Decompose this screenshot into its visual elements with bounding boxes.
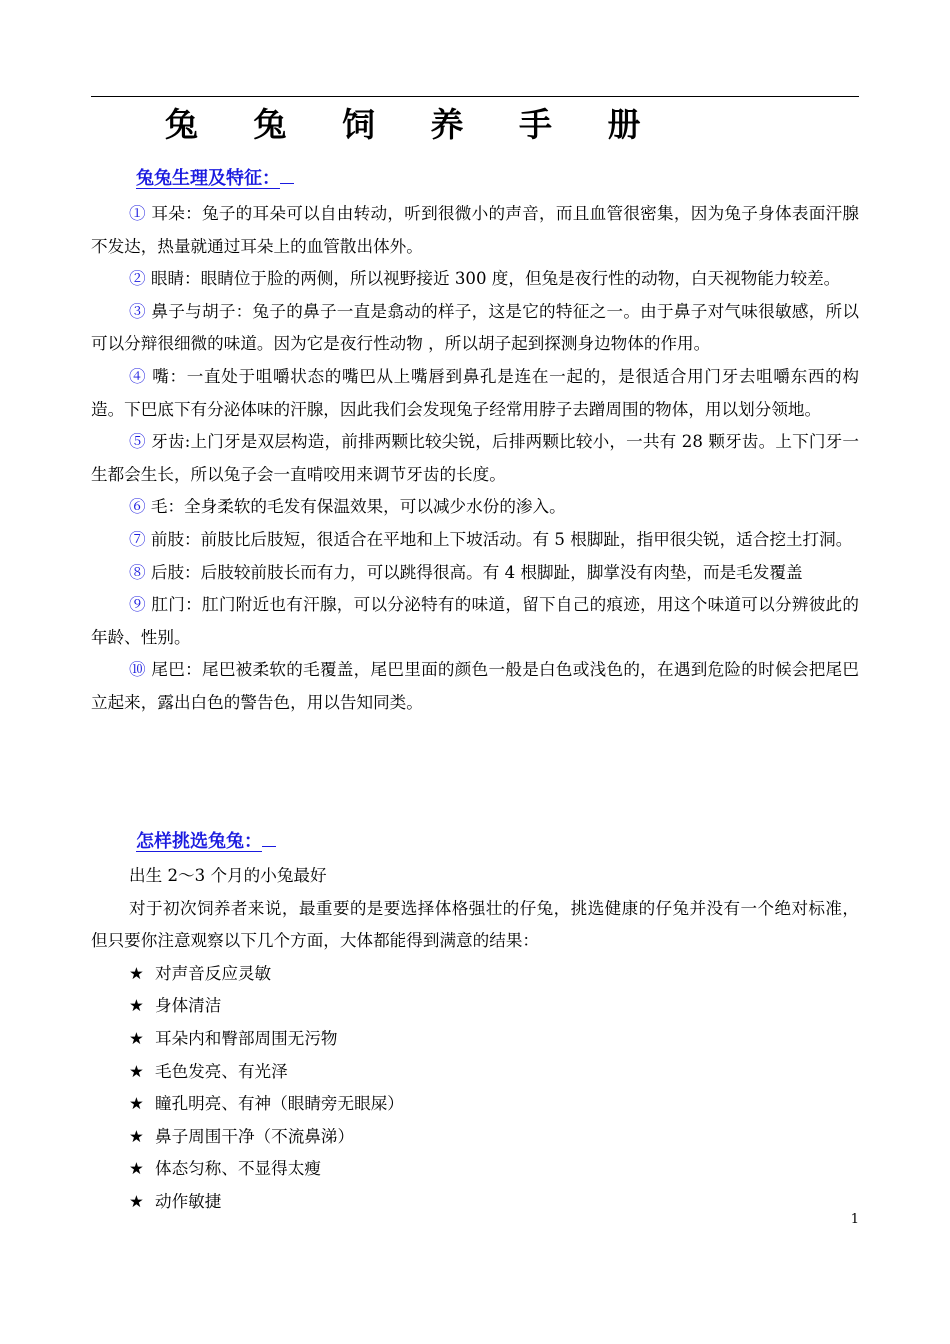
trait-paragraph-forelimbs [91, 524, 859, 557]
trait-number: ⑧ [129, 562, 146, 582]
trait-paragraph-tail [91, 654, 859, 719]
heading-underline-trail [262, 828, 276, 847]
star-icon: ★ [129, 996, 144, 1016]
trait-paragraph-hindlimbs [91, 557, 859, 590]
trait-text: 前肢：前肢比后肢短，很适合在平地和上下坡活动。有 5 根脚趾，指甲很尖锐，适合挖土打洞。 [150, 529, 853, 549]
trait-paragraph-eyes [91, 263, 859, 296]
checklist-item-text: 动作敏捷 [155, 1191, 222, 1211]
checklist-item-text: 毛色发亮、有光泽 [155, 1061, 288, 1081]
checklist-item [91, 1121, 859, 1154]
trait-text: 后肢：后肢较前肢长而有力，可以跳得很高。有 4 根脚趾，脚掌没有肉垫，而是毛发覆盖 [150, 562, 803, 582]
section-heading-physiology-text: 兔兔生理及特征： [136, 168, 280, 189]
star-icon: ★ [129, 963, 144, 983]
checklist-item-text: 鼻子周围干净（不流鼻涕） [155, 1126, 355, 1146]
trait-number: ⑤ [129, 432, 146, 452]
trait-paragraph-nose [91, 296, 859, 361]
trait-paragraph-teeth [91, 426, 859, 491]
checklist-item [91, 1023, 859, 1056]
checklist-item [91, 1186, 859, 1219]
checklist-item-text: 对声音反应灵敏 [155, 963, 272, 983]
trait-text: 尾巴：尾巴被柔软的毛覆盖，尾巴里面的颜色一般是白色或浅色的，在遇到危险的时候会把尾巴立起来，露出白色的警告色，用以告知同类。 [91, 660, 860, 712]
trait-paragraph-anus [91, 589, 859, 654]
section-heading-physiology [136, 165, 294, 192]
selection-intro-paragraph: 对于初次饲养者来说，最重要的是要选择体格强壮的仔兔，挑选健康的仔兔并没有一个绝对标准，但只要你注意观察以下几个方面，大体都能得到满意的结果： [91, 898, 859, 951]
selection-section [91, 860, 859, 1219]
trait-number: ⑩ [129, 660, 146, 680]
checklist-item-text: 体态匀称、不显得太瘦 [155, 1159, 321, 1179]
document-title: 兔 兔 饲 养 手 册 [165, 105, 663, 144]
trait-text: 肛门：肛门附近也有汗腺，可以分泌特有的味道，留下自己的痕迹，用这个味道可以分辨彼此的年龄、性别。 [91, 595, 860, 647]
heading-underline-trail [280, 165, 294, 184]
trait-text: 嘴：一直处于咀嚼状态的嘴巴从上嘴唇到鼻孔是连在一起的，是很适合用门牙去咀嚼东西的构造。下巴底下有分泌体味的汗腺，因此我们会发现兔子经常用脖子去蹭周围的物体，用以划分领地。 [91, 366, 860, 419]
checklist-item-text: 身体清洁 [155, 996, 222, 1016]
selection-age-note: 出生 2～3 个月的小兔最好 [129, 866, 327, 885]
trait-paragraph-mouth [91, 361, 859, 426]
trait-number: ④ [129, 366, 147, 386]
trait-text: 牙齿:上门牙是双层构造，前排两颗比较尖锐，后排两颗比较小，一共有 28 颗牙齿。上下门牙一生都会生长，所以兔子会一直啃咬用来调节牙齿的长度。 [91, 432, 859, 484]
trait-number: ② [129, 269, 146, 289]
star-icon: ★ [129, 1028, 144, 1048]
page-number: 1 [850, 1212, 859, 1227]
trait-number: ⑨ [129, 595, 146, 615]
checklist-item [91, 1088, 859, 1121]
checklist-item [91, 990, 859, 1023]
header-rule [91, 96, 859, 97]
physiology-list [91, 198, 859, 720]
trait-number: ⑥ [129, 497, 146, 517]
trait-text: 鼻子与胡子：兔子的鼻子一直是翕动的样子，这是它的特征之一。由于鼻子对气味很敏感，所以可以分辩很细微的味道。因为它是夜行性动物 ，所以胡子起到探测身边物体的作用。 [91, 301, 860, 354]
section-heading-selection [136, 828, 276, 855]
trait-number: ⑦ [129, 529, 146, 549]
section-heading-selection-text: 怎样挑选兔兔： [136, 831, 262, 852]
trait-paragraph-fur [91, 491, 859, 524]
star-icon: ★ [129, 1094, 144, 1114]
star-icon: ★ [129, 1191, 144, 1211]
star-icon: ★ [129, 1061, 144, 1081]
checklist-item [91, 958, 859, 991]
trait-paragraph-ears [91, 198, 859, 263]
checklist-item [91, 1056, 859, 1089]
selection-checklist [91, 958, 859, 1219]
checklist-item [91, 1153, 859, 1186]
checklist-item-text: 耳朵内和臀部周围无污物 [155, 1028, 338, 1048]
trait-text: 毛：全身柔软的毛发有保温效果，可以减少水份的渗入。 [150, 497, 566, 517]
trait-text: 耳朵：兔子的耳朵可以自由转动，听到很微小的声音，而且血管很密集，因为兔子身体表面汗腺不发达，热量就通过耳朵上的血管散出体外。 [91, 204, 860, 256]
trait-number: ③ [129, 301, 146, 321]
star-icon: ★ [129, 1159, 144, 1179]
trait-text: 眼睛：眼睛位于脸的两侧，所以视野接近 300 度，但兔是夜行性的动物，白天视物能力较差。 [150, 269, 841, 289]
trait-number: ① [129, 204, 146, 223]
checklist-item-text: 瞳孔明亮、有神（眼睛旁无眼屎） [155, 1094, 404, 1114]
star-icon: ★ [129, 1126, 144, 1146]
